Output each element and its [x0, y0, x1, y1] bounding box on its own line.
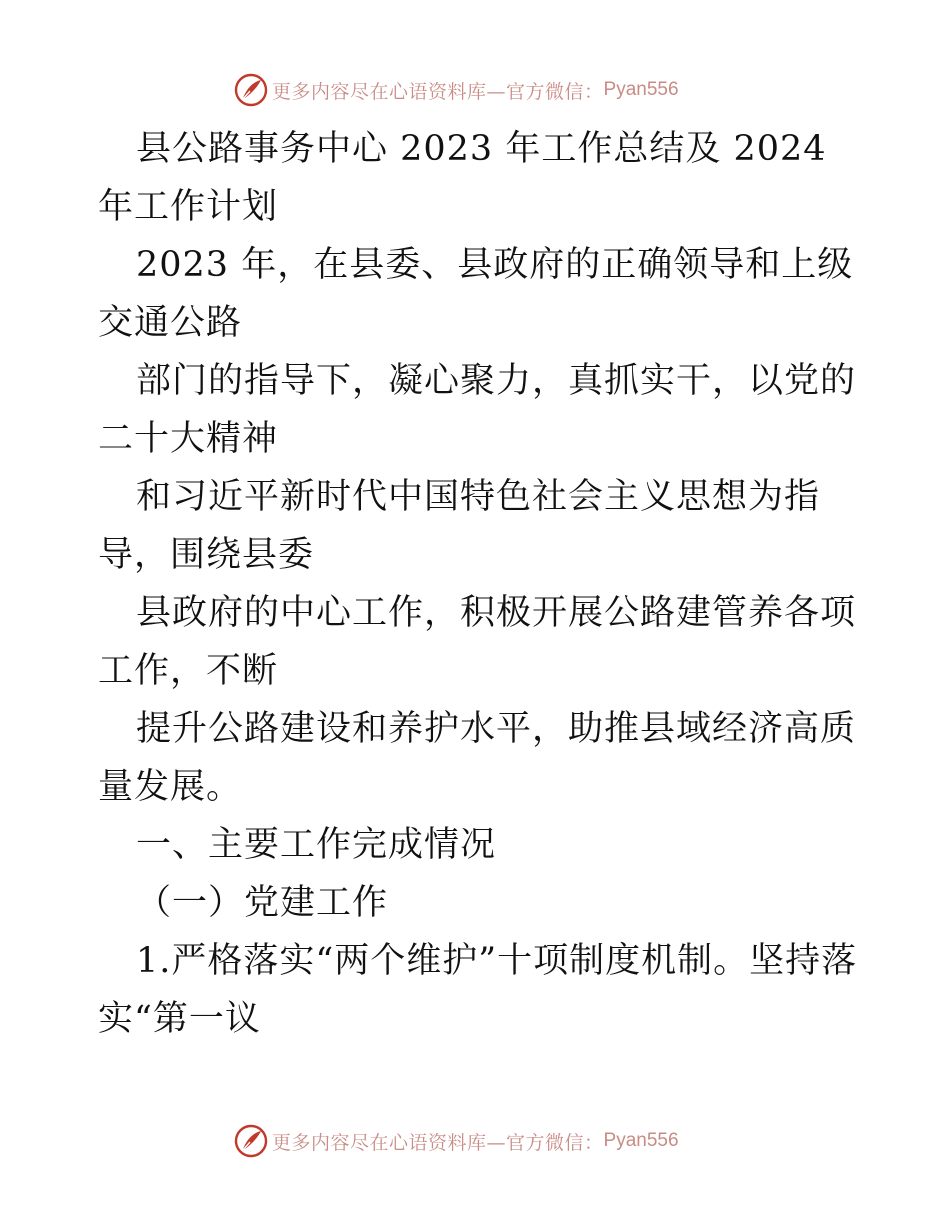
- body-paragraph: 2023 年，在县委、县政府的正确领导和上级交通公路: [98, 245, 854, 343]
- watermark-text: 更多内容尽在心语资料库—官方微信：: [272, 1131, 604, 1154]
- body-paragraph: 县政府的中心工作，积极开展公路建管养各项工作，不断: [98, 593, 857, 691]
- feather-pen-logo-icon: [234, 1124, 268, 1158]
- feather-pen-logo-icon: [234, 73, 268, 107]
- subsection-heading: （一）党建工作: [136, 883, 389, 923]
- document-title: 县公路事务中心 2023 年工作总结及 2024 年工作计划: [98, 129, 827, 227]
- section-heading: 一、主要工作完成情况: [136, 825, 497, 865]
- watermark-wechat-id: Pyan556: [603, 79, 679, 100]
- body-paragraph: 1.严格落实“两个维护”十项制度机制。坚持落实“第一议: [98, 941, 858, 1039]
- watermark-wechat-id: Pyan556: [603, 1130, 679, 1151]
- watermark-text: 更多内容尽在心语资料库—官方微信：: [272, 80, 604, 103]
- header-watermark: [234, 72, 679, 108]
- body-paragraph: 部门的指导下，凝心聚力，真抓实干，以党的二十大精神: [98, 361, 857, 459]
- footer-watermark: [234, 1123, 679, 1159]
- document-body: [98, 120, 858, 1048]
- body-paragraph: 提升公路建设和养护水平，助推县域经济高质量发展。: [98, 709, 857, 807]
- body-paragraph: 和习近平新时代中国特色社会主义思想为指导，围绕县委: [98, 477, 821, 575]
